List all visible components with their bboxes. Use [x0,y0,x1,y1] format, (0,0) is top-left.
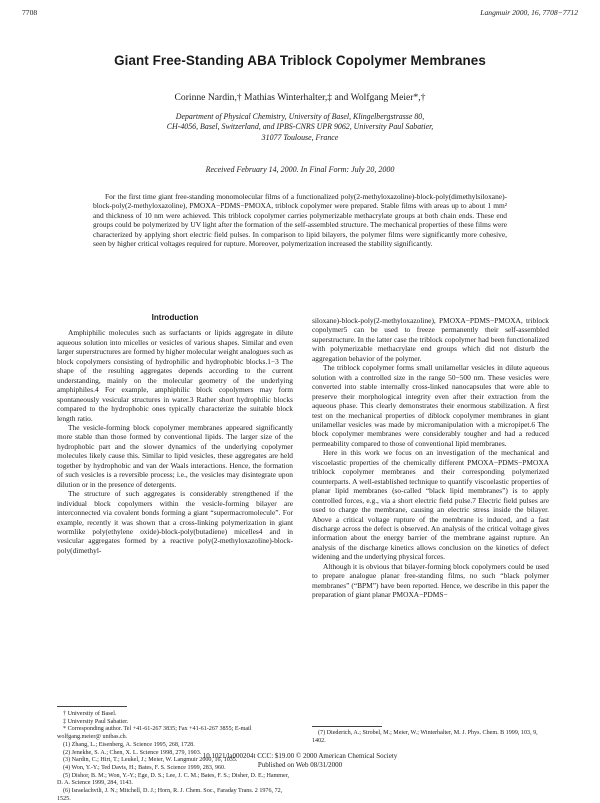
affiliation [80,112,520,143]
footnote: † University of Basel. [63,711,117,717]
footnote-divider [57,706,127,707]
footnote: (4) Won, Y.-Y.; Ted Davis, H.; Bates, F. S. Science 1999, 283, 960. [63,764,226,771]
affiliation-line: 31077 Toulouse, France [261,132,339,142]
page-header [22,8,578,20]
footnote: * Corresponding author. Tel +41-61-267 3835; Fax +41-61-267 3855; E-mail wolfgang.meier@ unibas.ch. [57,726,252,741]
article-title: Giant Free-Standing ABA Triblock Copolymer Membranes [114,53,486,68]
footnotes-right [312,730,549,745]
paragraph: The structure of such aggregates is considerably strengthened if the individual block copolymers within the vesicle-forming bilayer are interconnected via covalent bonds forming a giant “supermacromolecule”. For example, recently it was shown that a cross-linking polymerization in giant wormlike poly(ethylene oxide)-block-poly(butadiene) micelles4 and in vesicular aggregates formed by a reactive poly(2-methyloxazoline)-block-poly(dimethyl- [57,489,293,555]
journal-reference: Langmuir 2000, 16, 7708−7712 [480,8,578,17]
publication-date: Published on Web 08/31/2000 [257,761,343,769]
body-column-left [57,313,293,555]
paragraph: Here in this work we focus on an investigation of the mechanical and viscoelastic properties of the chemically different PMOXA−PDMS−PMOXA triblock copolymer membranes and their corresponding polymerized counterparts. A well-established technique to quantify viscoelastic properties of planar lipid membranes (so-called “black lipid membranes”) is to apply controlled forces, e.g., via a short electric field pulse.7 Electric field pulses are used to charge the membrane, causing an electric stress inside the bilayer. Above a critical voltage rupture of the membrane is induced, and a fast discharge across the defect is observed. An analysis of the critical voltage gives information about the energy barrier of the membrane against rupture. An analysis of the discharge kinetics allows conclusion on the kinetics of defect widening and the underlying physical forces. [312,448,549,562]
footnote: (5) Dishor, B. M.; Won, Y.-Y.; Ege, D. S.; Lee, J. C. M.; Bates, F. S.; Disher, D. E.; Hammer, D. A. Science 1999, 284, 1143. [57,772,290,787]
paragraph: Amphiphilic molecules such as surfactants or lipids aggregate in dilute aqueous solution into micelles or vesicles of various shapes. Similar and even larger superstructures are formed by higher molecular weight analogues such as block copolymers consisting of hydrophilic and hydrophobic blocks.1−3 The shape of the resulting aggregates depends according to the current understanding, mainly on the molecular geometry of the underlying amphiphiles.4 For example, amphiphilic block copolymers may form spontaneously vesicular structures in water.3 Rather short hydrophilic blocks compared to the hydrophobic ones typically characterize the suitable block length ratio. [57,328,293,423]
footnote: (6) Israelachvili, J. N.; Mitchell, D. J.; Horn, R. J. Chem. Soc., Faraday Trans. 2 1976, 72, 1525. [57,788,283,802]
paragraph: The triblock copolymer forms small unilamellar vesicles in dilute aqueous solution with a controlled size in the range 50−500 nm. These vesicles were converted into stable internally cross-linked nanocapsules that were able to preserve their morphological integrity even after their extraction from the aqueous phase. This clearly demonstrates their enormous stabilization. A first test on the mechanical properties of diblock copolymer membranes in giant unilamellar vesicles was made by micromanipulation with a micropipet.6 The block copolymer membranes were considerably tougher and had a reduced permeability compared to those of conventional lipid membranes. [312,363,549,448]
footnote: ‡ University Paul Sabatier. [63,718,129,725]
footnote: (1) Zhang, L.; Eisenberg, A. Science 1995, 268, 1728. [63,741,195,748]
page-footer [0,749,600,770]
abstract: For the first time giant free-standing monomolecular films of a functionalized poly(2-methyloxazoline)-block-poly(dimethylsiloxane)-block-poly(2-methyloxazoline), PMOXA−PDMS−PMOXA, triblock copolymer were prepared. Stable films with areas up to about 1 mm² and thickness of 10 nm were achieved. This triblock copolymer carries polymerizable methacrylate groups at both chain ends. These end groups could be polymerized by UV light after the formation of the self-assembled structure. The mechanical properties of these films were characterized by applying short electric field pulses. In comparison to lipid bilayers, the polymer films were significantly more cohesive, seen by higher critical voltages required for rupture. Moreover, polymerization increased the stability significantly. [93,192,507,249]
body-column-right [312,316,549,600]
paragraph: Although it is obvious that bilayer-forming block copolymers could be used to prepare analogue planar free-standing films, no such “black polymer membranes” (“BPM”) have been reported. Hence, we describe in this paper the preparation of giant planar PMOXA−PDMS− [312,561,549,600]
footnote-divider [312,726,382,727]
affiliation-line: Department of Physical Chemistry, University of Basel, Klingelbergstrasse 80, [175,112,425,121]
paragraph: siloxane)-block-poly(2-methyloxazoline), PMOXA−PDMS−PMOXA, triblock copolymer5 can be used to freeze permanently their self-assembled superstructure. In the latter case the triblock copolymer had been functionalized with polymerizable methacrylate end groups which did not disturb the aggregation behavior of the polymer. [312,316,549,363]
author-list: Corinne Nardin,† Mathias Winterhalter,‡ and Wolfgang Meier*,† [174,92,426,103]
paragraph: The vesicle-forming block copolymer membranes appeared significantly more stable than those formed by conventional lipids. The larger size of the hydrophobic part and the slower dynamics of the underlying copolymer molecules likely cause this. Similar to lipid vesicles, these aggregates are held together by hydrophobic and van der Waals interactions. Hence, the formation of such vesicles is a reversible process; i.e., the vesicles may disintegrate upon dilution or in the presence of detergents. [57,422,293,489]
page-number: 7708 [22,8,38,17]
footnote: (2) Jenekhe, S. A.; Chen, X. L. Science 1998, 279, 1903. [63,749,202,756]
received-dates: Received February 14, 2000. In Final Form: July 20, 2000 [205,165,395,174]
doi-line: 10.1021/la000204t CCC: $19.00 © 2000 American Chemical Society [202,752,398,760]
affiliation-line: CH-4056, Basel, Switzerland, and IPBS-CNRS UPR 9062, University Paul Sabatier, [166,122,434,132]
footnote: (3) Nardin, C.; Hirt, T.; Leukel, J.; Meier, W. Langmuir 2000, 16, 1035. [63,757,238,764]
section-heading: Introduction [151,313,199,322]
footnote: (7) Diederich, A.; Strobel, M.; Meier, W.; Winterhalter, M. J. Phys. Chem. B 1999, 103, 9, 1402. [312,730,538,744]
